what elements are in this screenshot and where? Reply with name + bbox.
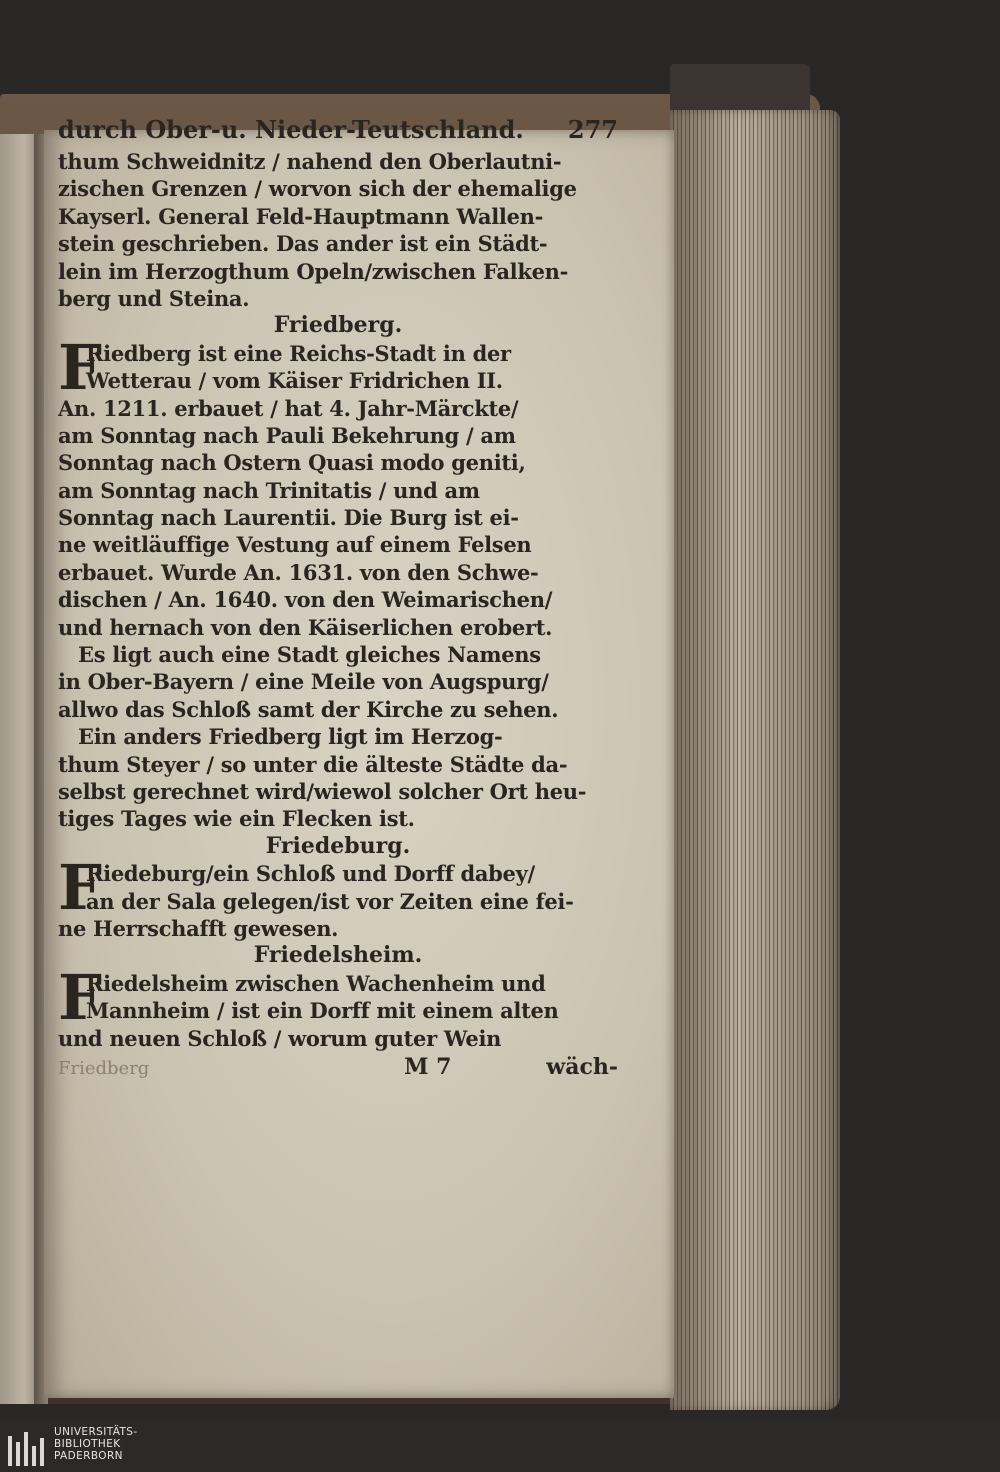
text-line: Kayserl. General Feld-Hauptmann Wallen- xyxy=(58,203,544,229)
text-line: erbauet. Wurde An. 1631. von den Schwe- xyxy=(58,559,539,585)
drop-capital: F xyxy=(58,960,102,1034)
running-head xyxy=(58,112,618,148)
text-line: und neuen Schloß / worum guter Wein xyxy=(58,1025,502,1051)
text-line: an der Sala gelegen/ist vor Zeiten eine fei- xyxy=(86,888,574,914)
text-line: am Sonntag nach Pauli Bekehrung / am xyxy=(58,422,516,448)
text-line: thum Steyer / so unter die älteste Städte da- xyxy=(58,751,568,777)
section-heading: Friedeburg. xyxy=(265,832,411,859)
text-line: Sonntag nach Ostern Quasi modo geniti, xyxy=(58,450,526,476)
library-name-line: BIBLIOTHEK xyxy=(54,1438,121,1450)
signature-mark: M 7 xyxy=(404,1053,452,1080)
text-line: ne Herrschafft gewesen. xyxy=(58,915,339,941)
text-line: An. 1211. erbauet / hat 4. Jahr-Märckte/ xyxy=(58,395,519,421)
page-text-column xyxy=(58,112,618,1082)
running-head-title: durch Ober-u. Nieder-Teutschland. xyxy=(58,115,524,144)
text-line: dischen / An. 1640. von den Weimarischen/ xyxy=(58,587,553,613)
text-line: Wetterau / vom Käiser Fridrichen II. xyxy=(86,368,503,394)
text-line: Riedberg ist eine Reichs-Stadt in der xyxy=(86,340,511,366)
text-line: Ein anders Friedberg ligt im Herzog- xyxy=(78,724,503,750)
text-line: stein geschrieben. Das ander ist ein Städt- xyxy=(58,231,548,257)
page-number: 277 xyxy=(567,115,618,144)
text-line: in Ober-Bayern / eine Meile von Augspurg/ xyxy=(58,669,549,695)
section-heading: Friedberg. xyxy=(273,312,403,339)
text-line: am Sonntag nach Trinitatis / und am xyxy=(58,477,480,503)
page-footer xyxy=(58,1052,618,1082)
catchword: wäch- xyxy=(546,1053,618,1080)
drop-capital: F xyxy=(58,851,102,925)
text-line: lein im Herzogthum Opeln/zwischen Falken- xyxy=(58,258,569,284)
text-line: allwo das Schloß samt der Kirche zu sehen. xyxy=(58,696,559,722)
text-line: Riedeburg/ein Schloß und Dorff dabey/ xyxy=(86,861,535,887)
text-line: tiges Tages wie ein Flecken ist. xyxy=(58,806,415,832)
text-line: Es ligt auch eine Stadt gleiches Namens xyxy=(78,642,541,668)
text-line: berg und Steina. xyxy=(58,285,250,311)
text-line: Riedelsheim zwischen Wachenheim und xyxy=(86,970,546,996)
text-line: thum Schweidnitz / nahend den Oberlautni- xyxy=(58,149,562,174)
section-heading: Friedelsheim. xyxy=(253,942,423,969)
bleed-through-text: Friedberg xyxy=(58,1057,150,1079)
library-name-line: UNIVERSITÄTS- xyxy=(54,1426,138,1438)
page-body xyxy=(58,148,618,1052)
book-spine-top xyxy=(670,64,810,114)
library-logo-bar xyxy=(0,1420,1000,1472)
drop-capital: F xyxy=(58,330,102,404)
page-edges-shading xyxy=(670,110,840,1410)
text-line: und hernach von den Käiserlichen erobert. xyxy=(58,614,553,640)
text-line: Mannheim / ist ein Dorff mit einem alten xyxy=(86,998,559,1024)
text-line: selbst gerechnet wird/wiewol solcher Ort heu- xyxy=(58,778,587,804)
text-line: Sonntag nach Laurentii. Die Burg ist ei- xyxy=(58,505,519,531)
text-line: ne weitläuffige Vestung auf einem Felsen xyxy=(58,532,532,558)
library-name-line: PADERBORN xyxy=(54,1450,123,1462)
library-name xyxy=(54,1426,138,1462)
library-logo-icon xyxy=(8,1428,48,1466)
text-line: zischen Grenzen / worvon sich der ehemalige xyxy=(58,176,577,202)
